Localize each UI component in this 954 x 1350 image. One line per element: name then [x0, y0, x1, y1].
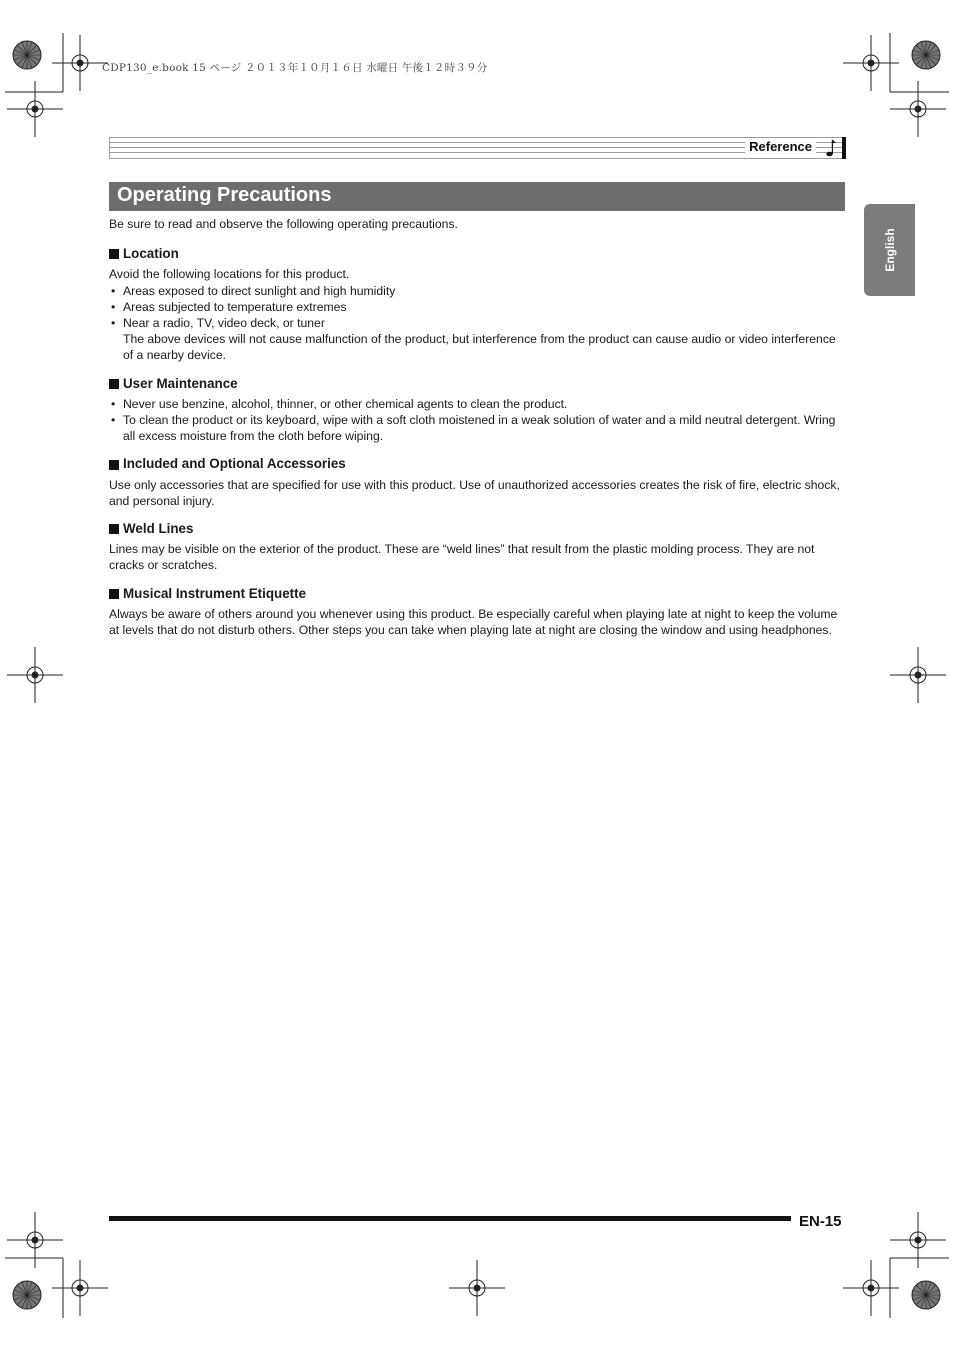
section-heading-text: Musical Instrument Etiquette — [123, 585, 307, 601]
section-body: Always be aware of others around you whenever using this product. Be especially careful when playing late at night to keep the volume at levels that do not disturb others. Other steps you can take when playing late at night are closing the window and using headphones. — [109, 606, 838, 638]
section-heading-text: Location — [123, 246, 179, 262]
print-file-info: CDP130_e.book 15 ページ ２０１３年１０月１６日 水曜日 午後１２時３９分 — [102, 62, 488, 74]
crosshair-mark — [843, 1260, 899, 1316]
section-note: The above devices will not cause malfunction of the product, but interference from the product can cause audio or video interference of a nearby device. — [123, 332, 836, 363]
list-item: • To clean the product or its keyboard, wipe with a soft cloth moistened in a weak solution of water and a mild neutral detergent. Wring all excess moisture from the cloth before wiping. — [109, 412, 849, 444]
starburst-mark — [13, 1281, 41, 1309]
section-heading-text: User Maintenance — [123, 375, 238, 391]
starburst-mark — [13, 41, 41, 69]
crosshair-mark — [52, 1260, 108, 1316]
crosshair-mark — [890, 81, 946, 137]
section-label: Reference — [745, 139, 816, 154]
intro-text: Be sure to read and observe the following operating precautions. — [109, 217, 458, 231]
crosshair-mark — [7, 1212, 63, 1268]
list-item: • Areas exposed to direct sunlight and high humidity — [109, 283, 849, 299]
crosshair-mark — [7, 81, 63, 137]
crosshair-mark — [52, 35, 108, 91]
crosshair-mark — [449, 1260, 505, 1316]
starburst-mark — [912, 41, 940, 69]
crosshair-mark — [7, 647, 63, 703]
crosshair-mark — [890, 647, 946, 703]
list-item: • Never use benzine, alcohol, thinner, or other chemical agents to clean the product. — [109, 396, 849, 412]
crosshair-mark — [843, 35, 899, 91]
starburst-mark — [912, 1281, 940, 1309]
page-title: Operating Precautions — [117, 184, 332, 206]
side-tab-label: English — [882, 228, 897, 272]
section-heading-text: Weld Lines — [123, 521, 194, 537]
page-number: EN-15 — [799, 1213, 842, 1230]
crosshair-mark — [890, 1212, 946, 1268]
list-item: • Areas subjected to temperature extremes — [109, 299, 849, 315]
section-body: Lines may be visible on the exterior of the product. These are “weld lines” that result from the plastic molding process. They are not cracks or scratches. — [109, 542, 815, 573]
list-item: • Near a radio, TV, video deck, or tuner — [109, 315, 849, 331]
trim-lines — [5, 33, 949, 1318]
section-heading-text: Included and Optional Accessories — [123, 456, 346, 472]
section-lead: Avoid the following locations for this product. — [109, 267, 350, 282]
section-body: Use only accessories that are specified for use with this product. Use of unauthorized accessories creates the risk of fire, electric shock, and personal injury. — [109, 477, 840, 508]
